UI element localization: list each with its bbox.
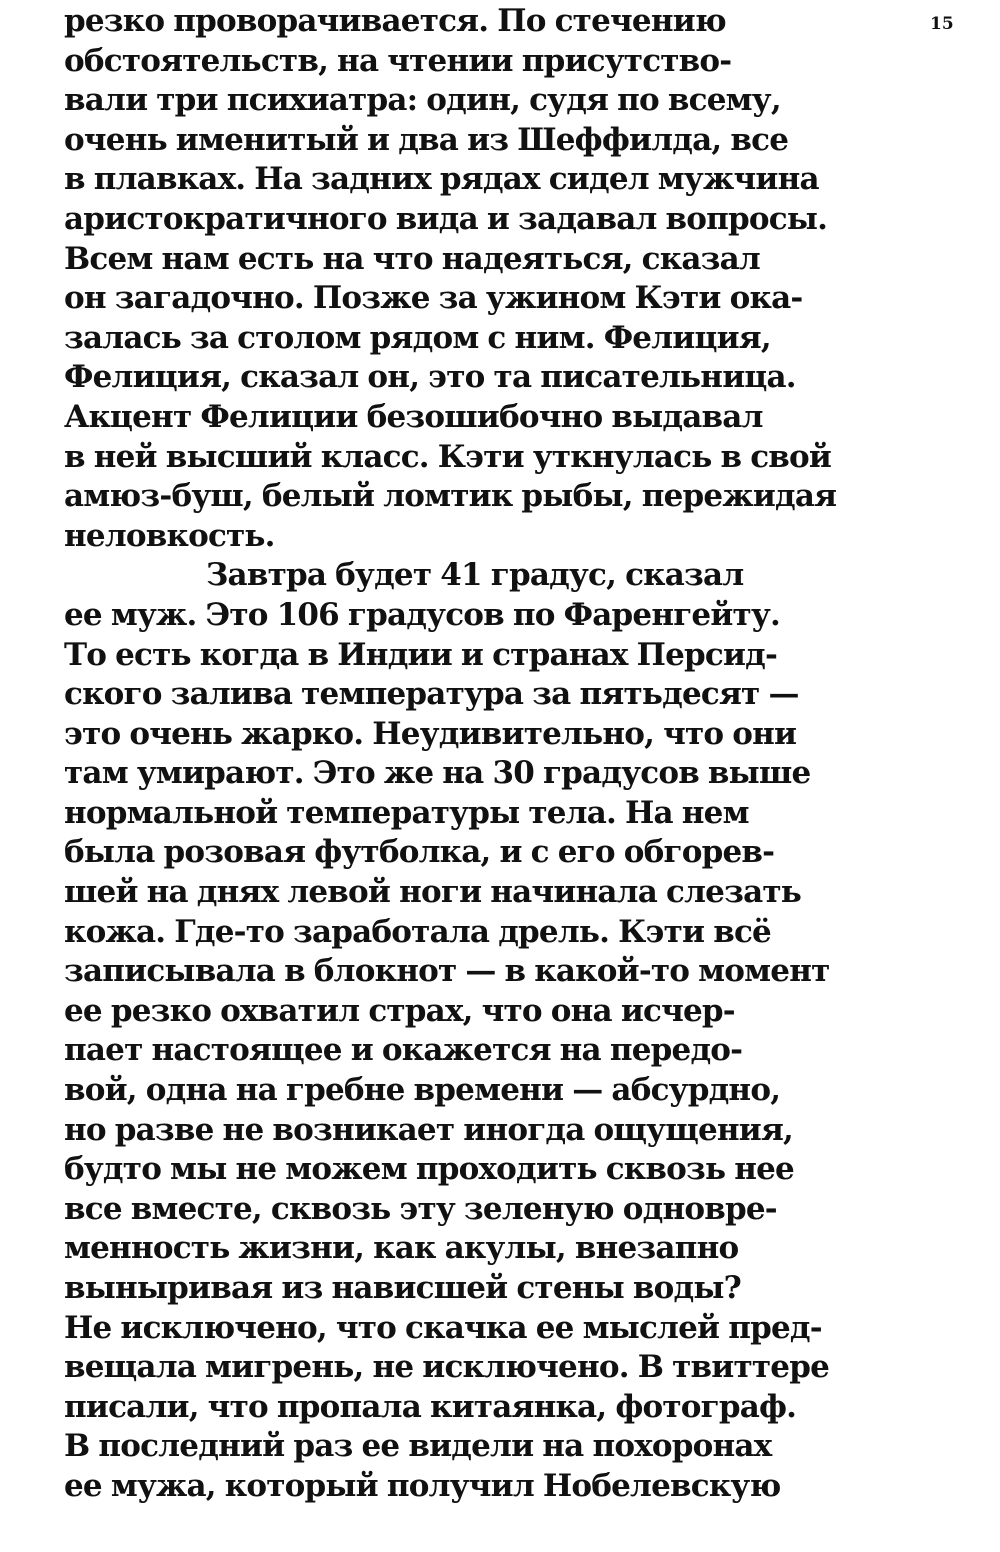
text-line: шей на днях левой ноги начинала слезать — [64, 874, 801, 911]
page-number: 15 — [930, 14, 954, 34]
text-line: в плавках. На задних рядах сидел мужчина — [64, 161, 819, 198]
text-line: писали, что пропала китаянка, фотограф. — [64, 1388, 797, 1425]
text-line: вали три психиатра: один, судя по всему, — [64, 82, 781, 119]
text-line: там умирают. Это же на 30 градусов выше — [64, 755, 811, 792]
text-line: будто мы не можем проходить сквозь нее — [64, 1151, 794, 1188]
text-line: записывала в блокнот — в какой-то момент — [64, 953, 830, 990]
text-line: кожа. Где-то заработала дрель. Кэти всё — [64, 913, 771, 950]
text-line: была розовая футболка, и с его обгорев- — [64, 834, 775, 871]
text-line: ее муж. Это 106 градусов по Фаренгейту. — [64, 596, 780, 633]
text-line: вещала мигрень, не исключено. В твиттере — [64, 1349, 830, 1386]
text-line: выныривая из нависшей стены воды? — [64, 1270, 742, 1306]
text-line: очень именитый и два из Шеффилда, все — [64, 121, 789, 158]
text-line: он загадочно. Позже за ужином Кэти ока- — [64, 280, 803, 317]
text-line: В последний раз ее видели на похоронах — [64, 1428, 772, 1465]
paragraph-start-line: Завтра будет 41 градус, сказал — [206, 557, 744, 594]
text-line: пает настоящее и окажется на передо- — [64, 1032, 743, 1069]
text-line: это очень жарко. Неудивительно, что они — [64, 715, 797, 752]
text-line: в ней высший класс. Кэти уткнулась в свой — [64, 438, 832, 475]
text-line: Фелиция, сказал он, это та писательница. — [64, 359, 796, 396]
text-line: ского залива температура за пятьдесят — — [64, 676, 799, 713]
text-line: вой, одна на гребне времени — абсурдно, — [64, 1072, 781, 1109]
text-line: неловкость. — [64, 517, 275, 554]
text-line: менность жизни, как акулы, внезапно — [64, 1230, 739, 1267]
text-line: залась за столом рядом с ним. Фелиция, — [64, 319, 771, 356]
text-line: все вместе, сквозь эту зеленую одновре- — [64, 1190, 777, 1227]
text-line: Акцент Фелиции безошибочно выдавал — [64, 398, 763, 435]
text-line: аристократичного вида и задавал вопросы. — [64, 200, 828, 237]
text-line: резко проворачивается. По стечению — [64, 3, 726, 39]
text-line: ее резко охватил страх, что она исчер- — [64, 992, 735, 1029]
text-line: нормальной температуры тела. На нем — [64, 794, 749, 831]
text-line: Всем нам есть на что надеяться, сказал — [64, 240, 760, 277]
body-text — [64, 2, 964, 1507]
text-line: То есть когда в Индии и странах Персид- — [64, 636, 778, 673]
text-line: обстоятельств, на чтении присутство- — [64, 42, 732, 79]
text-line: амюз-буш, белый ломтик рыбы, пережидая — [64, 478, 837, 515]
text-line: Не исключено, что скачка ее мыслей пред- — [64, 1309, 822, 1346]
text-line: но разве не возникает иногда ощущения, — [64, 1111, 794, 1148]
text-line: ее мужа, который получил Нобелевскую — [64, 1467, 781, 1504]
